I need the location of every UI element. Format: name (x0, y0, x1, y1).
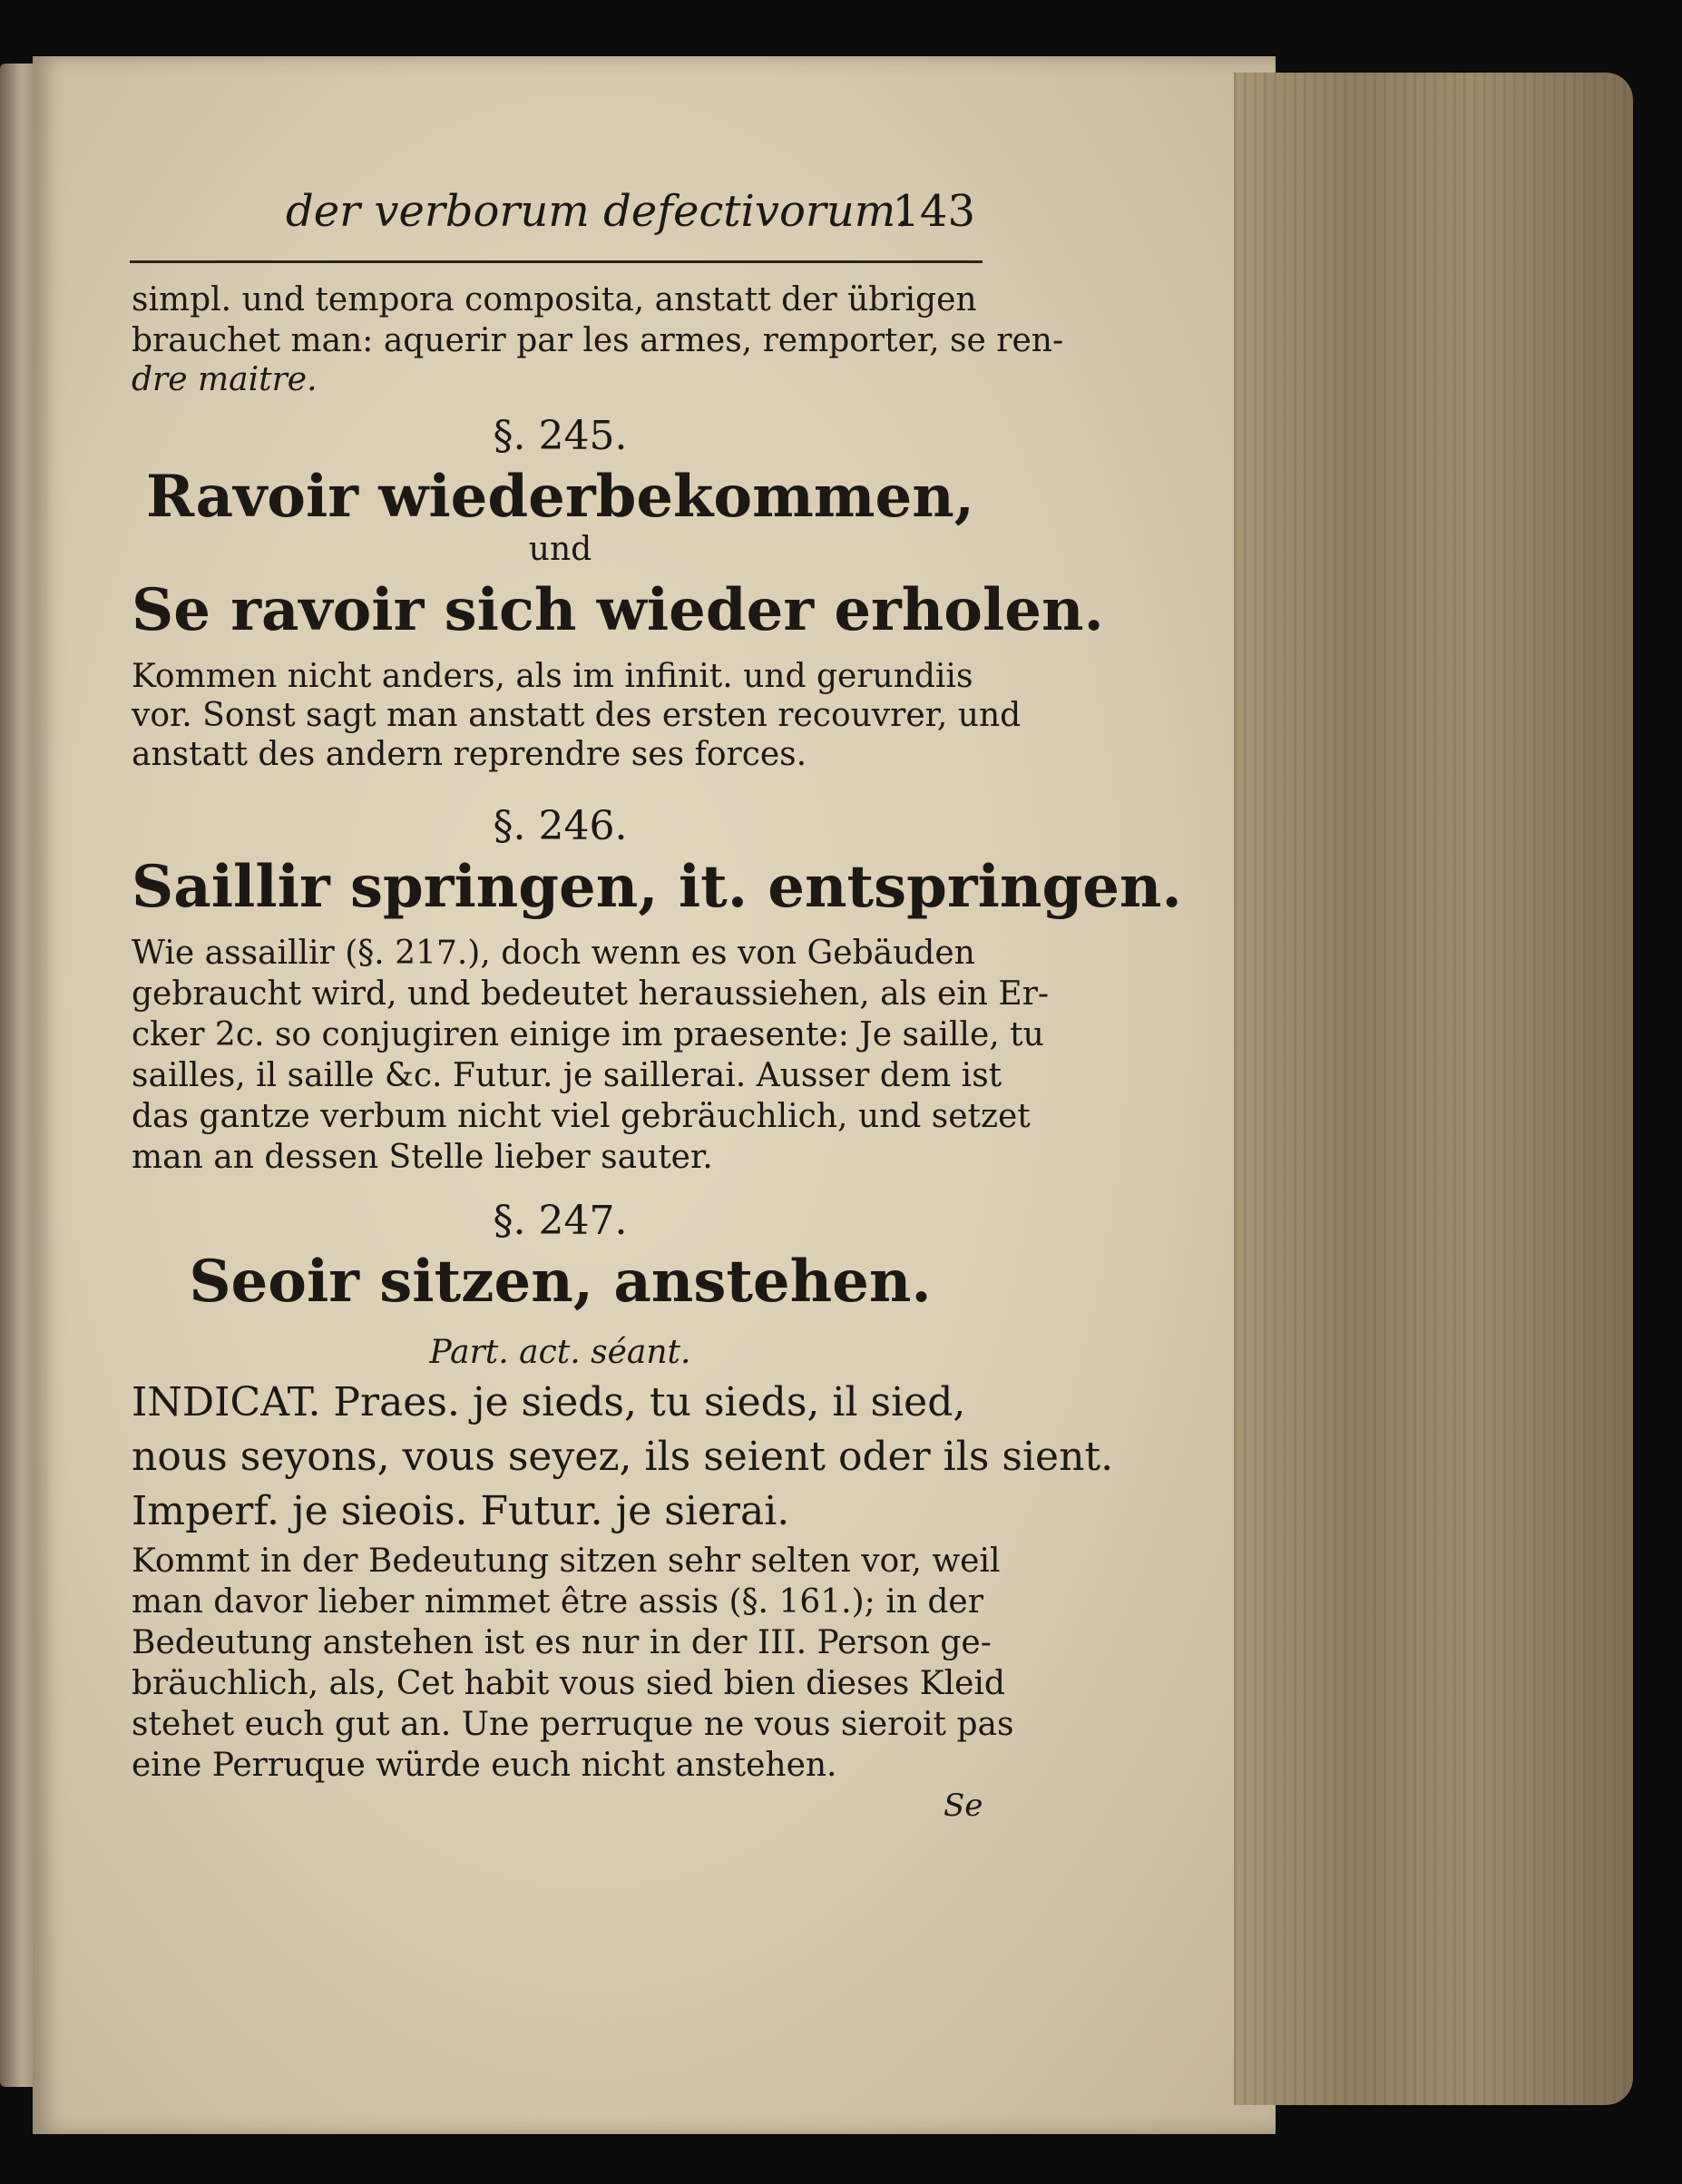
section-heading: Se ravoir sich wieder erholen. (132, 576, 1104, 644)
text-line: sailles, il saille &c. Futur. je saillerai. Ausser dem ist (132, 1057, 1002, 1094)
section-heading: und (528, 531, 592, 568)
text-line: man an dessen Stelle lieber sauter. (132, 1139, 713, 1176)
page-fore-edge (1234, 73, 1633, 2105)
text-line: man davor lieber nimmet être assis (§. 161.); in der (132, 1583, 983, 1621)
section-number: §. 246. (493, 803, 628, 849)
text-line: cker 2c. so conjugiren einige im praesente: Je saille, tu (132, 1016, 1044, 1053)
page-number: 143 (892, 186, 975, 237)
text-line: Kommen nicht anders, als im infinit. und gerundiis (132, 658, 973, 695)
conjugation-line: nous seyons, vous seyez, ils seient oder ils sient. (132, 1434, 1114, 1480)
section-heading: Seoir sitzen, anstehen. (189, 1248, 932, 1316)
text-line: brauchet man: aquerir par les armes, remporter, se ren- (132, 322, 1064, 359)
running-head (286, 186, 984, 237)
header-rule (130, 260, 983, 263)
text-line: das gantze verbum nicht viel gebräuchlich, und setzet (132, 1098, 1031, 1135)
section-number: §. 245. (493, 413, 628, 459)
section-heading: Ravoir wiederbekommen, (145, 463, 975, 531)
catchword: Se (944, 1787, 983, 1824)
text-line: stehet euch gut an. Une perruque ne vous sieroit pas (132, 1706, 1014, 1743)
running-head-title: der verborum defectivorum. (286, 186, 910, 237)
section-heading: Saillir springen, it. entspringen. (132, 853, 1182, 921)
text-line: simpl. und tempora composita, anstatt der übrigen (132, 281, 977, 318)
text-line: dre maitre. (132, 361, 318, 398)
text-line: anstatt des andern reprendre ses forces. (132, 736, 807, 773)
text-line: gebraucht wird, und bedeutet heraussiehen, als ein Er- (132, 975, 1050, 1013)
text-line: vor. Sonst sagt man anstatt des ersten recouvrer, und (132, 697, 1022, 734)
text-line: Kommt in der Bedeutung sitzen sehr selten vor, weil (132, 1543, 1001, 1580)
conjugation-line: Imperf. je sieois. Futur. je sierai. (132, 1488, 790, 1534)
left-page-edge (0, 64, 36, 2087)
text-line: Wie assaillir (§. 217.), doch wenn es von Gebäuden (132, 935, 975, 972)
text-line: Bedeutung anstehen ist es nur in der III. Person ge- (132, 1624, 992, 1661)
text-line: eine Perruque würde euch nicht anstehen. (132, 1747, 837, 1784)
section-number: §. 247. (493, 1198, 628, 1244)
conjugation-line: INDICAT. Praes. je sieds, tu sieds, il sied, (132, 1379, 966, 1425)
text-line: bräuchlich, als, Cet habit vous sied bien dieses Kleid (132, 1665, 1005, 1702)
participle-line: Part. act. séant. (429, 1334, 691, 1371)
